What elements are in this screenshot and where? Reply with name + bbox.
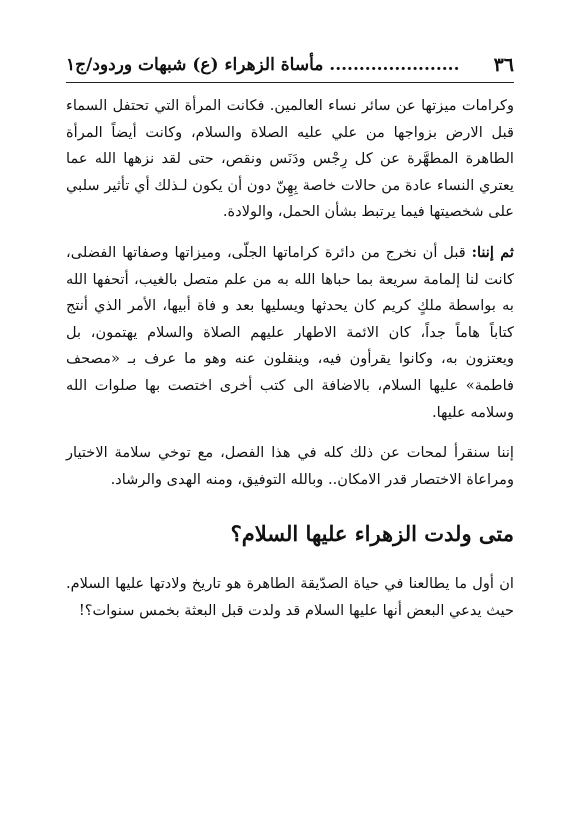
paragraph-2-body: قبل أن نخرج من دائرة كراماتها الجلّى، وميزاتها وصفاتها الفضلى، كانت لنا إلمامة سريعة بما حباها الله به من علم متصل بالغيب، أتحفها الله به بواسطة ملكٍ كريم كان يحدثها ويسليها بعد و فاة أبيها، الأمر الذي أنتج كتاباً هاماً جداً، كان الائمة الاطهار عليهم الصلاة والسلام يهتمون، بل ويعتزون به، وكانوا يقرأون فيه، وينقلون عنه وهو ما عرف بـ «مصحف فاطمة» عليها السلام، بالاضافة الى كتب أخرى اختصت بها صلوات الله وسلامه عليها.: [66, 243, 514, 421]
paragraph-3: إننا سنقرأ لمحات عن ذلك كله في هذا الفصل، مع توخي سلامة الاختيار ومراعاة الاختصار قدر الامكان.. وبالله التوفيق، ومنه الهدى والرشاد.: [66, 444, 514, 488]
paragraph-2-lead: ثم إننا:: [471, 243, 514, 261]
running-header: [66, 52, 514, 83]
paragraph-1: وكرامات ميزتها عن سائر نساء العالمين. فكانت المرأة التي تحتفل السماء قبل الارض بزواجها من علي عليه الصلاة والسلام، وكانت أيضاً المرأة الطاهرة المطهَّرة عن كل رِجْس ودَنَس ونقص، حتى لقد نزهها الله عما يعتري النساء عادة من حالات خاصة بِهِنّ دون أن يكون لـذلك أي تأثير سلبي على شخصيتها فيما يرتبط بشأن الحمل، والولادة.: [66, 97, 514, 221]
running-title: مأساة الزهراء (ع) شبهات وردود/ج١: [66, 55, 324, 75]
book-page: [66, 52, 514, 639]
running-title-group: [66, 52, 460, 78]
header-dots: ......................: [329, 55, 460, 75]
section-heading: متى ولدت الزهراء عليها السلام؟: [230, 521, 514, 547]
paragraph-4: ان أول ما يطالعنا في حياة الصدّيقة الطاهرة هو تاريخ ولادتها عليها السلام. حيث يدعي البعض أنها عليها السلام قد ولدت قبل البعثة بخمس سنوات؟!: [66, 575, 514, 619]
page-number: ٣٦: [493, 54, 514, 76]
paragraph-2: [66, 240, 514, 426]
